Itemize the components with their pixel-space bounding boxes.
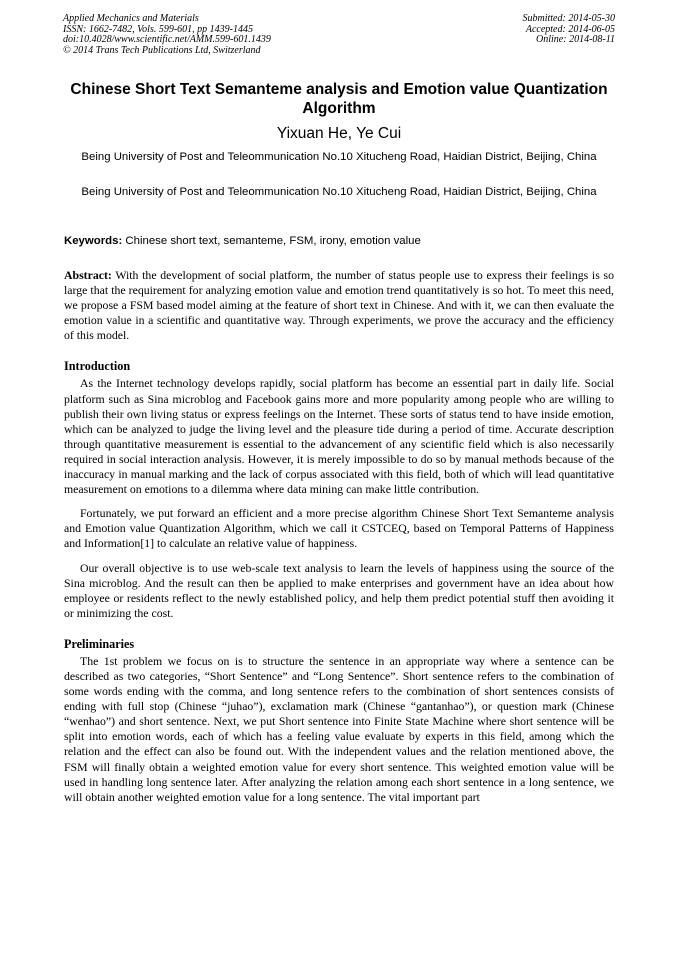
affiliation-1: Being University of Post and Teleommunication No.10 Xitucheng Road, Haidian District, Beijing, China	[81, 151, 597, 163]
journal-issn: ISSN: 1662-7482, Vols. 599-601, pp 1439-1445	[63, 23, 253, 35]
accepted-date: Accepted: 2014-06-05	[525, 23, 615, 35]
intro-paragraph-3: Our overall objective is to use web-scale text analysis to learn the levels of happiness using the source of the Sina microblog. And the result can then be applied to make enterprises and government have an idea about how employee or residents reflect to the newly established policy, and help them predict potential stuff then avoiding it or minimizing the cost.	[64, 560, 614, 620]
paper-authors: Yixuan He, Ye Cui	[276, 125, 402, 142]
paper-title: Chinese Short Text Semanteme analysis and Emotion value Quantization Algorithm	[70, 81, 608, 117]
intro-paragraph-2: Fortunately, we put forward an efficient and a more precise algorithm Chinese Short Text Semanteme analysis and Emotion value Quantization Algorithm, which we call it CSTCEQ, based on Temporal Patterns of Happiness and Information[1] to calculate an relative value of happiness.	[64, 506, 614, 551]
online-date: Online: 2014-08-11	[536, 34, 615, 46]
abstract-text: With the development of social platform, the number of status people use to express their feelings is so large that the requirement for analyzing emotion value and emotion trend quantitatively is so hot. To meet this need, we propose a FSM based model aiming at the feature of short text in Chinese. And with it, we can then evaluate the emotion value in a scientific and quantitative way. Through experiments, we prove the accuracy and the efficiency of this model.	[64, 268, 614, 343]
keywords-label: Keywords:	[64, 235, 123, 247]
keywords-text: Chinese short text, semanteme, FSM, irony, emotion value	[125, 235, 421, 247]
section-heading-introduction: Introduction	[64, 359, 131, 374]
abstract-label: Abstract:	[64, 268, 112, 282]
copyright: © 2014 Trans Tech Publications Ltd, Switzerland	[63, 44, 261, 56]
journal-info	[63, 14, 271, 56]
publication-dates	[523, 14, 616, 46]
section-heading-preliminaries: Preliminaries	[64, 636, 135, 651]
keywords	[64, 234, 616, 249]
submitted-date: Submitted: 2014-05-30	[522, 13, 615, 24]
journal-name: Applied Mechanics and Materials	[63, 13, 199, 24]
abstract	[64, 268, 614, 343]
intro-paragraph-1: As the Internet technology develops rapidly, social platform has become an essential part in daily life. Social platform such as Sina microblog and Facebook gains more and more popularity among people who are willing to publish their own living status or express feelings on the Internet. These sorts of status tend to have inside emotion, which can be analyzed to judge the living level and the pleasure tide during a period of time. Accurate description through quantitative measurement is essential to the advancement of any scientific field which is also necessarily required in social interaction analysis. However, it is merely impossible to do so by manual methods because of the inaccuracy in manual marking and the lack of corpus associated with this field, both of which will lead quantitative measurement on emotions to a dilemma where data mining can make little contribution.	[64, 376, 614, 497]
preliminaries-paragraph-1: The 1st problem we focus on is to structure the sentence in an appropriate way where a sentence can be described as two categories, “Short Sentence” and “Long Sentence”. Short sentence refers to the combination of some words ending with the comma, and long sentence refers to the combination of short sentences consists of ending with full stop (Chinese “juhao”), exclamation mark (Chinese “gantanhao”), or question mark (Chinese “wenhao”) and short sentence. Next, we put Short sentence into Finite State Machine where short sentence will be split into emotion words, each of which has a feeling value evaluate by experts in this field, among which the relation and the effect can also be found out. With the independent values and the relation mentioned above, the FSM will finally obtain a weighted emotion value for every short sentence. This weighted emotion value will be used in handling long sentence later. After analyzing the relation among each short sentence in a long sentence, we will obtain another weighted emotion value for a long sentence. The vital important part	[64, 653, 614, 804]
affiliation-2: Being University of Post and Teleommunication No.10 Xitucheng Road, Haidian District, Beijing, China	[81, 186, 597, 198]
paper-body	[64, 268, 614, 805]
journal-doi: doi:10.4028/www.scientific.net/AMM.599-601.1439	[63, 34, 271, 46]
